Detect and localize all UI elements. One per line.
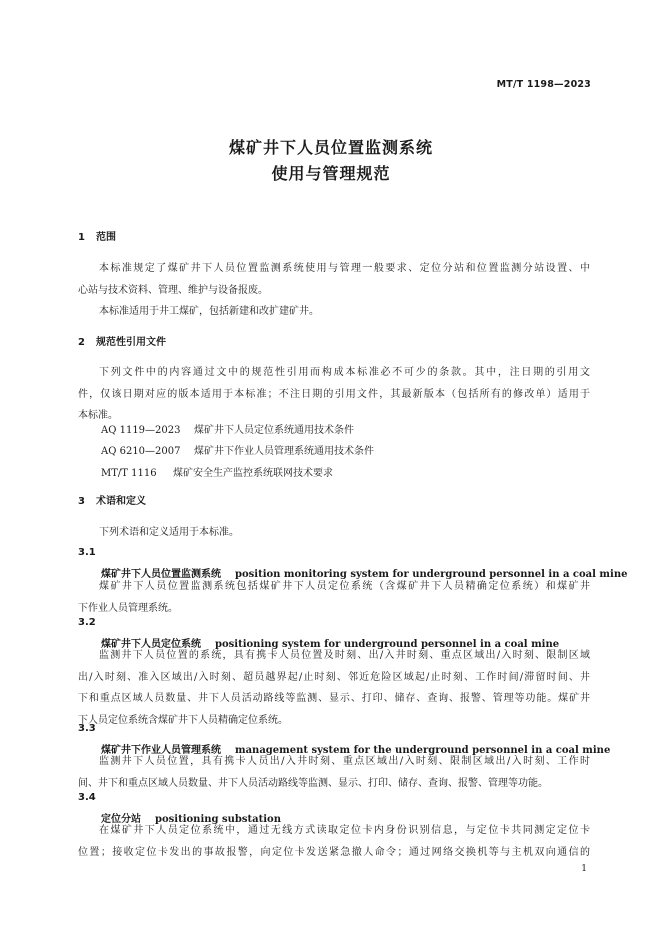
term-number: 3.3 <box>78 723 96 734</box>
term-definition <box>78 645 590 732</box>
document-title: 煤矿井下人员位置监测系统 <box>228 138 433 157</box>
section-title: 范围 <box>96 232 116 243</box>
reference-title: 煤矿井下作业人员管理系统通用技术条件 <box>194 446 374 457</box>
term-en: positioning system for underground personnel in a coal mine <box>215 639 560 650</box>
text-line: 监测井下人员位置，具有携卡人员出/入井时刻、重点区域出/入时刻、限制区域出/入时刻、工作时 <box>99 756 590 767</box>
section-heading-1 <box>78 228 116 243</box>
text-line: 本标准适用于井工煤矿，包括新建和改扩建矿井。 <box>99 306 319 318</box>
text-line: 出/入时刻、准入区域出/入时刻、超员越界起/止时刻、邻近危险区域起/止时刻、工作时间/滞留时间、井 <box>78 671 590 683</box>
reference-title: 煤矿井下人员定位系统通用技术条件 <box>194 425 354 436</box>
term-number: 3.1 <box>78 547 96 558</box>
text-line: 下和重点区域人员数量、井下人员活动路线等监测、显示、打印、储存、查询、报警、管理等功能。煤矿井 <box>78 693 590 705</box>
term-definition <box>78 576 590 619</box>
term-definition <box>78 820 590 863</box>
term-zh: 定位分站 <box>101 814 141 825</box>
text-line: 件，仅该日期对应的版本适用于本标准；不注日期的引用文件，其最新版本（包括所有的修改单）适用于 <box>78 388 590 400</box>
text-line: 心站与技术资料、管理、维护与设备报废。 <box>78 284 268 296</box>
page-number: 1 <box>581 864 587 874</box>
reference-code: AQ 1119—2023 <box>101 425 181 436</box>
text-line: 监测井下人员位置的系统，具有携卡人员位置及时刻、出/入井时刻、重点区域出/入时刻、限制区域 <box>99 650 590 661</box>
term-en: position monitoring system for underground personnel in a coal mine <box>235 569 628 580</box>
term-zh: 煤矿井下人员位置监测系统 <box>101 569 221 580</box>
text-line: 下列文件中的内容通过文中的规范性引用而构成本标准必不可少的条款。其中，注日期的引用文 <box>99 367 590 378</box>
text-line: 下作业人员管理系统。 <box>78 602 178 614</box>
text-line: 间、井下和重点区域人员数量、井下人员活动路线等监测、显示、打印、储存、查询、报警、管理等功能。 <box>78 777 548 789</box>
text-line: 下人员定位系统含煤矿井下人员精确定位系统。 <box>78 715 288 727</box>
term-number: 3.4 <box>78 792 96 803</box>
section-number: 3 <box>78 496 85 507</box>
text-line: 下列术语和定义适用于本标准。 <box>99 527 239 538</box>
text-line: 本标准规定了煤矿井下人员位置监测系统使用与管理一般要求、定位分站和位置监测分站设置、中 <box>99 263 590 274</box>
paragraph <box>78 362 590 427</box>
section-title: 术语和定义 <box>96 496 146 507</box>
paragraph <box>78 522 590 544</box>
term-en: positioning substation <box>155 814 281 825</box>
reference-code: AQ 6210—2007 <box>101 446 181 457</box>
section-heading-2 <box>78 333 166 348</box>
term-zh: 煤矿井下作业人员管理系统 <box>101 745 221 756</box>
section-number: 1 <box>78 232 85 243</box>
term-en: management system for the underground personnel in a coal mine <box>235 745 611 756</box>
section-number: 2 <box>78 337 85 348</box>
document-subtitle: 使用与管理规范 <box>271 164 391 183</box>
term-zh: 煤矿井下人员定位系统 <box>101 639 201 650</box>
text-line: 煤矿井下人员位置监测系统包括煤矿井下人员定位系统（含煤矿井下人员精确定位系统）和煤矿井 <box>99 581 590 592</box>
term-definition <box>78 751 590 794</box>
text-line: 位置；接收定位卡发出的事故报警，向定位卡发送紧急撤人命令；通过网络交换机等与主机双向通信的 <box>78 846 590 858</box>
reference-item <box>101 421 354 436</box>
text-line: 本标准。 <box>78 410 118 422</box>
paragraph <box>78 258 590 323</box>
reference-item <box>101 442 374 457</box>
term-number: 3.2 <box>78 617 96 628</box>
reference-item <box>101 464 333 479</box>
reference-code: MT/T 1116 <box>101 468 157 479</box>
standard-number: MT/T 1198—2023 <box>496 79 591 90</box>
section-heading-3 <box>78 492 146 507</box>
text-line: 在煤矿井下人员定位系统中，通过无线方式读取定位卡内身份识别信息，与定位卡共同测定定位卡 <box>99 825 590 836</box>
section-title: 规范性引用文件 <box>96 337 166 348</box>
reference-title: 煤矿安全生产监控系统联网技术要求 <box>173 468 333 479</box>
